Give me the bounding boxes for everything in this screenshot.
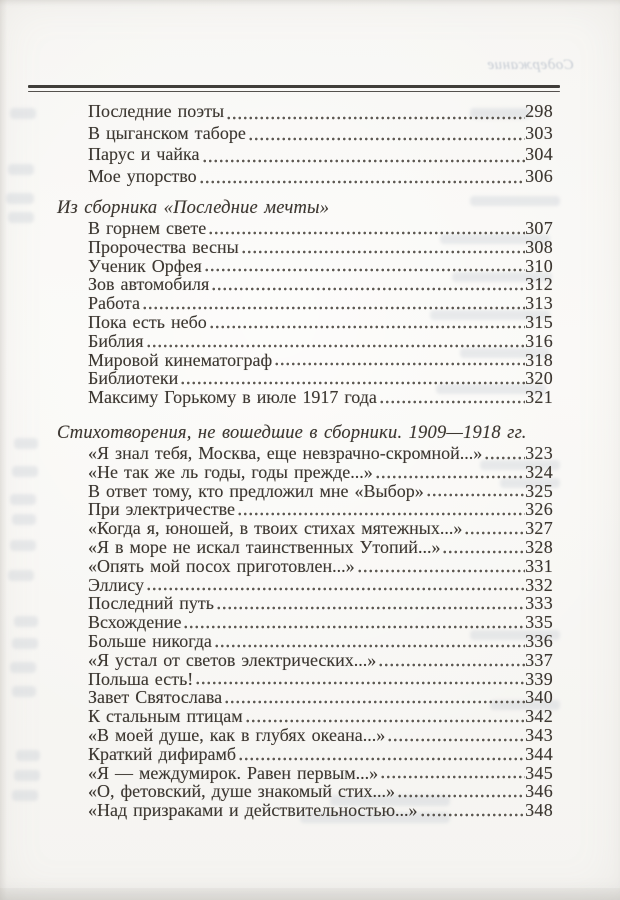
toc-entry	[88, 651, 553, 670]
dot-leader	[484, 456, 525, 460]
toc-entry	[88, 388, 553, 407]
toc-entry-page: 318	[525, 349, 553, 370]
toc-entry-title: При электричестве	[88, 499, 235, 520]
toc-entry	[88, 632, 553, 651]
toc-entry	[88, 576, 553, 595]
toc-entry-title: Максиму Горькому в июле 1917 года	[88, 387, 377, 408]
toc-entry	[88, 557, 553, 576]
toc-entry-title: Работа	[88, 293, 140, 314]
toc-entry	[88, 500, 553, 519]
toc-entry	[88, 538, 553, 557]
toc-entry-title: «Не так же ль годы, годы прежде...»	[88, 461, 373, 482]
dot-leader	[226, 116, 525, 120]
toc-entry-page: 298	[525, 101, 553, 121]
toc-entry	[88, 238, 553, 257]
toc-entry-title: «Над призраками и действительностью...»	[88, 800, 418, 821]
toc-entry-page: 308	[525, 236, 553, 257]
toc-entry-page: 323	[525, 442, 553, 463]
toc-entry-title: К стальным птицам	[88, 706, 243, 727]
toc-entry	[88, 519, 553, 538]
toc-entry-page: 333	[525, 593, 553, 614]
toc-entry-title: «В моей душе, как в глубях океана...»	[88, 724, 386, 745]
toc-entry-page: 327	[525, 518, 553, 539]
toc-entry-title: В цыганском таборе	[88, 122, 246, 143]
toc-entry-page: 328	[525, 536, 553, 557]
dot-leader	[208, 231, 525, 235]
toc-entry-title: Краткий дифирамб	[88, 743, 237, 764]
toc-entry-page: 336	[525, 630, 553, 651]
toc-entry	[88, 745, 553, 764]
dot-leader	[142, 306, 525, 310]
toc-entry-page: 304	[525, 144, 553, 164]
toc-section	[28, 198, 553, 407]
toc-entry-page: 335	[525, 612, 553, 633]
dot-leader	[379, 400, 525, 404]
toc-entry	[88, 101, 553, 123]
toc-entry-page: 307	[525, 218, 553, 238]
toc-entry	[88, 782, 553, 801]
toc-entry-title: Эллису	[88, 574, 144, 595]
bleedthrough-running-head: Содержание	[487, 57, 574, 73]
scan-edge-top	[0, 0, 620, 6]
scan-edge-bottom	[0, 888, 620, 900]
toc-entry-page: 321	[525, 387, 553, 408]
dot-leader	[378, 663, 525, 667]
toc-entry	[88, 275, 553, 294]
toc-entry-title: Библия	[88, 330, 144, 351]
toc-entry-title: Польша есть!	[88, 668, 194, 689]
toc-entry	[88, 313, 553, 332]
dot-leader	[248, 137, 525, 141]
toc-entry-title: «Я в море не искал таинственных Утопий...»	[88, 536, 441, 557]
toc-entry-title: Мировой кинематограф	[88, 349, 273, 370]
dot-leader	[211, 287, 525, 291]
dot-leader	[241, 250, 525, 254]
toc-entry	[88, 332, 553, 351]
toc-entry-page: 303	[525, 122, 553, 143]
toc-entry	[88, 726, 553, 745]
toc-entry	[88, 670, 553, 689]
dot-leader	[380, 775, 525, 779]
toc-entry-title: Зов автомобиля	[88, 274, 210, 295]
rule-thin-line	[28, 91, 560, 93]
dot-leader	[442, 550, 525, 554]
section-heading: Из сборника «Последние мечты»	[57, 198, 330, 218]
toc-entry-title: Парус и чайка	[88, 144, 200, 164]
toc-entry-page: 348	[525, 800, 553, 821]
table-of-contents	[28, 101, 553, 820]
toc-section	[28, 101, 553, 187]
dot-leader	[146, 344, 526, 348]
toc-entry	[88, 594, 553, 613]
dot-leader	[238, 757, 525, 761]
toc-entry-title: «Я знал тебя, Москва, еще невзрачно-скромной...»	[88, 442, 483, 463]
toc-entry	[88, 482, 553, 501]
dot-leader	[183, 625, 525, 629]
toc-entry-title: «Опять мой посох приготовлен...»	[88, 555, 355, 576]
dot-leader	[420, 813, 526, 817]
toc-entry	[88, 688, 553, 707]
toc-entry-page: 320	[525, 368, 553, 389]
toc-entry-title: «Когда я, юношей, в твоих стихах мятежных...»	[88, 518, 463, 539]
toc-entry	[88, 463, 553, 482]
toc-entry	[88, 144, 553, 166]
toc-entry-page: 306	[525, 165, 553, 186]
toc-entry-page: 331	[525, 555, 553, 576]
dot-leader	[214, 644, 525, 648]
toc-section	[28, 423, 553, 820]
toc-entry-title: «Я устал от светов электрических...»	[88, 649, 377, 670]
toc-entry-page: 344	[525, 743, 553, 764]
toc-entry	[88, 444, 553, 463]
dot-leader	[237, 512, 525, 516]
dot-leader	[357, 569, 526, 573]
toc-entry-title: «О, фетовский, душе знакомый стих...»	[88, 781, 396, 802]
toc-entry	[88, 707, 553, 726]
toc-entry	[88, 123, 553, 145]
toc-entry-page: 316	[525, 330, 553, 351]
toc-entry	[88, 764, 553, 783]
toc-entry-title: «Я — междумирок. Равен первым...»	[88, 762, 379, 783]
toc-entry-page: 345	[525, 762, 553, 783]
toc-entry	[88, 257, 553, 276]
toc-entry	[88, 294, 553, 313]
toc-entry	[88, 219, 553, 238]
toc-entry-page: 326	[525, 499, 553, 520]
header-double-rule	[28, 85, 560, 92]
dot-leader	[146, 587, 525, 591]
toc-entry-title: Мое упорство	[88, 165, 197, 186]
toc-entry	[88, 801, 553, 820]
dot-leader	[209, 325, 525, 329]
dot-leader	[199, 180, 525, 184]
scan-edge-left	[0, 0, 7, 900]
toc-entry-page: 310	[525, 255, 553, 276]
toc-entry-page: 313	[525, 293, 553, 314]
toc-entry	[88, 351, 553, 370]
toc-entry-title: Пророчества весны	[88, 236, 239, 257]
toc-entry	[88, 369, 553, 388]
toc-entry-title: В ответ тому, кто предложил мне «Выбор»	[88, 480, 424, 501]
toc-entry-title: Последние поэты	[88, 101, 225, 121]
toc-entry-title: Завет Святослава	[88, 687, 223, 708]
toc-entry-page: 324	[525, 461, 553, 482]
toc-entry-page: 312	[525, 274, 553, 295]
toc-entry-title: Ученик Орфея	[88, 255, 202, 276]
toc-entry-page: 339	[525, 668, 553, 689]
toc-entry-title: Всхождение	[88, 612, 182, 633]
toc-entry-page: 332	[525, 574, 553, 595]
dot-leader	[216, 606, 525, 610]
dot-leader	[397, 794, 525, 798]
toc-entry-title: Больше никогда	[88, 630, 212, 651]
dot-leader	[464, 531, 525, 535]
rule-thick-line	[28, 85, 560, 88]
toc-entry-page: 346	[525, 781, 553, 802]
dot-leader	[375, 475, 525, 479]
dot-leader	[195, 681, 525, 685]
section-heading: Стихотворения, не вошедшие в сборники. 1909—1918 гг.	[57, 422, 527, 443]
toc-entry-page: 325	[525, 480, 553, 501]
dot-leader	[274, 362, 525, 366]
toc-entry-title: В горнем свете	[88, 218, 207, 238]
dot-leader	[387, 738, 525, 742]
toc-entry-page: 315	[525, 311, 553, 332]
dot-leader	[224, 700, 525, 704]
toc-entry-page: 342	[525, 706, 553, 727]
toc-entry	[88, 166, 553, 188]
toc-entry-title: Пока есть небо	[88, 311, 207, 332]
dot-leader	[245, 719, 525, 723]
toc-entry-title: Последний путь	[88, 593, 214, 614]
toc-entry	[88, 613, 553, 632]
toc-entry-title: Библиотеки	[88, 368, 179, 389]
dot-leader	[204, 268, 525, 272]
toc-entry-page: 343	[525, 724, 553, 745]
dot-leader	[180, 381, 525, 385]
toc-entry-page: 337	[525, 649, 553, 670]
toc-entry-page: 340	[525, 687, 553, 708]
dot-leader	[426, 493, 525, 497]
dot-leader	[202, 159, 526, 163]
